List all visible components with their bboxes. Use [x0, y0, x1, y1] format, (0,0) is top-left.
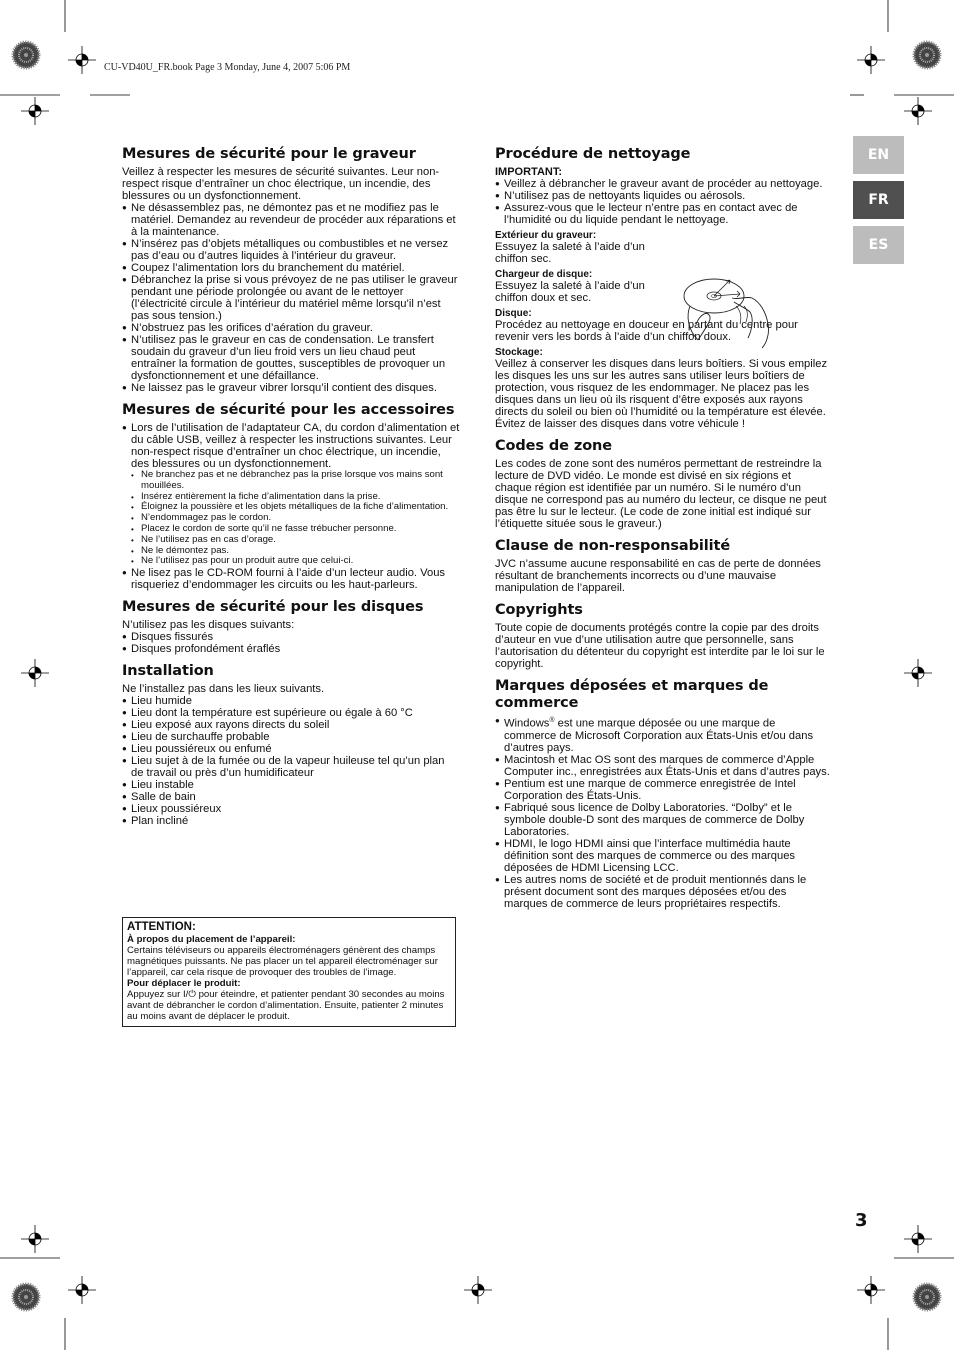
- sub-item: • Placez le cordon de sorte qu’il ne fasse trébucher personne.: [131, 524, 460, 535]
- attention-box: [122, 917, 456, 1027]
- list-item: [495, 715, 830, 754]
- section-accessoires: [122, 402, 460, 591]
- attention-subtitle-deplacer: Pour déplacer le produit:: [127, 978, 241, 989]
- list-item: ● Ne désassemblez pas, ne démontez pas et ne modifiez pas le matériel. Demandez au revendeur de procéder aux réparations et à la maintenance.: [122, 202, 460, 238]
- disques-intro: N’utilisez pas les disques suivants:: [122, 619, 295, 632]
- clause-text: JVC n’assume aucune responsabilité en cas de perte de données résultant de branchements incorrects ou d’une mauvaise manipulation de l’appareil.: [495, 558, 821, 594]
- section-copyrights: [495, 602, 830, 670]
- sub-item: • N’endommagez pas le cordon.: [131, 513, 460, 524]
- heading-nettoyage: Procédure de nettoyage: [495, 146, 691, 162]
- heading-zone: Codes de zone: [495, 438, 613, 454]
- attention-title: ATTENTION:: [127, 921, 196, 933]
- list-item: ● Plan incliné: [122, 815, 460, 827]
- installation-list: [122, 695, 460, 827]
- list-item: ● Lieu de surchauffe probable: [122, 731, 460, 743]
- attention-text-deplacer: Appuyez sur I/⏻ pour éteindre, et patienter pendant 30 secondes au moins avant de débrancher le cordon d’alimentation. Ensuite, patienter 2 minutes au moins avant de déplacer le produit.: [127, 989, 445, 1022]
- installation-intro: Ne l’installez pas dans les lieux suivants.: [122, 683, 325, 696]
- attention-subtitle-placement: À propos du placement de l’appareil:: [127, 934, 296, 945]
- sub-item: • Ne l’utilisez pas en cas d’orage.: [131, 535, 460, 546]
- heading-accessoires: Mesures de sécurité pour les accessoires: [122, 402, 455, 418]
- charg-text: Essuyez la saleté à l’aide d’un chiffon doux et sec.: [495, 280, 645, 304]
- list-item: ● Lieu sujet à de la fumée ou de la vapeur huileuse tel qu’un plan de travail ou près d’un humidificateur: [122, 755, 460, 779]
- list-item: ● Salle de bain: [122, 791, 460, 803]
- list-item: ● Lieux poussiéreux: [122, 803, 460, 815]
- disc-cleaning-illustration: [676, 272, 776, 350]
- tab-es: ES: [853, 226, 904, 264]
- section-nettoyage: [495, 146, 830, 430]
- list-item: ● N’insérez pas d’objets métalliques ou combustibles et ne versez pas d’eau ou d’autres liquides à l’intérieur du graveur.: [122, 238, 460, 262]
- heading-disques: Mesures de sécurité pour les disques: [122, 599, 424, 616]
- list-item: ● N’utilisez pas de nettoyants liquides ou aérosols.: [495, 190, 830, 202]
- tab-fr: FR: [853, 181, 904, 219]
- list-item: ● Ne laissez pas le graveur vibrer lorsqu’il contient des disques.: [122, 382, 460, 394]
- stock-title: Stockage:: [495, 347, 543, 358]
- copyrights-text: Toute copie de documents protégés contre la copie par des droits d’auteur en vue d’une utilisation autre que personnelle, sans l’autorisation du détenteur du copyright est interdite par le loi sur le copyright.: [495, 622, 825, 670]
- list-item: ● Débranchez la prise si vous prévoyez de ne pas utiliser le graveur pendant une période prolongée ou avant de le nettoyer (l’électricité circule à l’intérieur du matériel même lorsqu’il n’est pas sous tension.): [122, 274, 460, 322]
- list-item: ● Lieu dont la température est supérieure ou égale à 60 °C: [122, 707, 460, 719]
- accessoires-list: [122, 422, 460, 591]
- section-installation: [122, 663, 460, 827]
- graveur-intro: Veillez à respecter les mesures de sécurité suivantes. Leur non-respect risque d’entraîner un choc électrique, un incendie, des blessures ou un dysfonctionnement.: [122, 166, 440, 202]
- page-number: 3: [855, 1210, 868, 1231]
- graveur-list: [122, 202, 460, 394]
- heading-clause: Clause de non-responsabilité: [495, 538, 731, 554]
- zone-text: Les codes de zone sont des numéros permettant de restreindre la lecture de DVD vidéo. Le monde est divisé en six régions et chaque région est identifiée par un numéro. Si le numéro d’un disque ne correspond pas au numéro du lecteur, ce disque ne peut pas être lu sur le lecteur. (Le code de zone initial est indiqué sur l’étiquette située sous le graveur.): [495, 458, 827, 530]
- sub-item: • Ne branchez pas et ne débranchez pas la prise lorsque vos mains sont mouillées.: [131, 470, 460, 492]
- list-item: ● Veillez à débrancher le graveur avant de procéder au nettoyage.: [495, 178, 830, 190]
- marques-list: [495, 715, 830, 910]
- list-item: ● Lieu instable: [122, 779, 460, 791]
- section-graveur: [122, 146, 460, 394]
- list-item: ● Pentium est une marque de commerce enregistrée de Intel Corporation des États-Unis.: [495, 778, 830, 802]
- windows-text-rest: est une marque déposée ou une marque de commerce de Microsoft Corporation aux États-Unis et/ou dans d’autres pays.: [504, 717, 814, 754]
- list-item: ● Fabriqué sous licence de Dolby Laboratories. “Dolby” et le symbole double-D sont des marques de commerce de Dolby Laboratories.: [495, 802, 830, 838]
- windows-text: Windows: [504, 717, 550, 730]
- heading-marques: Marques déposées et marques de commerce: [495, 678, 769, 711]
- disque-title: Disque:: [495, 308, 532, 319]
- right-column: [495, 146, 830, 918]
- list-item: ● N’utilisez pas le graveur en cas de condensation. Le transfert soudain du graveur d’un lieu froid vers un lieu chaud peut entraîner la formation de gouttes, susceptibles de provoquer un dysfonctionnement et une défaillance.: [122, 334, 460, 382]
- nettoyage-list: [495, 178, 830, 226]
- list-item: ● Ne lisez pas le CD-ROM fourni à l’aide d’un lecteur audio. Vous risqueriez d’endommager les circuits ou les haut-parleurs.: [122, 567, 460, 591]
- registered-mark: ®: [549, 717, 555, 724]
- list-item: ● Les autres noms de société et de produit mentionnés dans le présent document sont des marques déposées et/ou des marques de commerce de leurs propriétaires respectifs.: [495, 874, 830, 910]
- charg-title: Chargeur de disque:: [495, 269, 593, 280]
- list-item: ● Lieu poussiéreux ou enfumé: [122, 743, 460, 755]
- disques-list: [122, 631, 460, 655]
- left-column: [122, 146, 460, 835]
- ext-text: Essuyez la saleté à l’aide d’un chiffon sec.: [495, 241, 645, 265]
- list-item: ● Coupez l’alimentation lors du branchement du matériel.: [122, 262, 460, 274]
- disque-text: Procédez au nettoyage en douceur en partant du centre pour revenir vers les bords à l’aide d’un chiffon doux.: [495, 319, 798, 343]
- sub-item: • Éloignez la poussière et les objets métalliques de la fiche d’alimentation.: [131, 502, 460, 513]
- section-disques: [122, 599, 460, 655]
- list-item: ● Lieu humide: [122, 695, 460, 707]
- heading-copyrights: Copyrights: [495, 602, 583, 618]
- tab-en: EN: [853, 136, 904, 174]
- sub-item: • Ne l’utilisez pas pour un produit autre que celui-ci.: [131, 556, 460, 567]
- section-marques: [495, 678, 830, 910]
- list-item: ● HDMI, le logo HDMI ainsi que l’interface multimédia haute définition sont des marques de commerce ou des marques déposées de HDMI Licensing LCC.: [495, 838, 830, 874]
- accessoires-sublist: [131, 470, 460, 567]
- important-label: IMPORTANT:: [495, 166, 563, 178]
- list-item: ● Macintosh et Mac OS sont des marques de commerce d’Apple Computer inc., enregistrées aux États-Unis et dans d’autres pays.: [495, 754, 830, 778]
- list-item: ● N’obstruez pas les orifices d’aération du graveur.: [122, 322, 460, 334]
- sub-item: • Ne le démontez pas.: [131, 546, 460, 557]
- attention-text-placement: Certains téléviseurs ou appareils électroménagers génèrent des champs magnétiques puissants. Ne pas placer un tel appareil électroménager sur l’appareil, car cela risque de provoquer des troubles de l’image.: [127, 945, 438, 978]
- list-item: ● Disques profondément éraflés: [122, 643, 460, 655]
- stock-text: Veillez à conserver les disques dans leurs boîtiers. Si vous empilez les disques les uns sur les autres sans utiliser leurs boîtiers de protection, vous risquez de les endommager. Ne placez pas les disques dans un lieu où ils risquent d’être exposés aux rayons directs du soleil ou bien où l’humidité ou la température est élevée. Évitez de laisser des disques dans votre véhicule !: [495, 358, 828, 430]
- heading-graveur: Mesures de sécurité pour le graveur: [122, 146, 416, 162]
- section-zone: [495, 438, 830, 530]
- section-clause: [495, 538, 830, 594]
- ext-title: Extérieur du graveur:: [495, 230, 597, 241]
- accessoires-item-text: Lors de l’utilisation de l’adaptateur CA, du cordon d’alimentation et du câble USB, veillez à respecter les instructions suivantes. Leur non-respect risque d’entraîner un choc électrique, un incendie, des blessures ou un dysfonctionnement.: [131, 422, 460, 470]
- sub-item: • Insérez entièrement la fiche d’alimentation dans la prise.: [131, 492, 460, 503]
- list-item: ● Disques fissurés: [122, 631, 460, 643]
- list-item: [122, 422, 460, 567]
- heading-installation: Installation: [122, 663, 214, 680]
- list-item: ● Assurez-vous que le lecteur n’entre pas en contact avec de l’humidité ou du liquide pendant le nettoyage.: [495, 202, 830, 226]
- list-item: ● Lieu exposé aux rayons directs du soleil: [122, 719, 460, 731]
- print-header: CU-VD40U_FR.book Page 3 Monday, June 4, 2007 5:06 PM: [104, 62, 351, 73]
